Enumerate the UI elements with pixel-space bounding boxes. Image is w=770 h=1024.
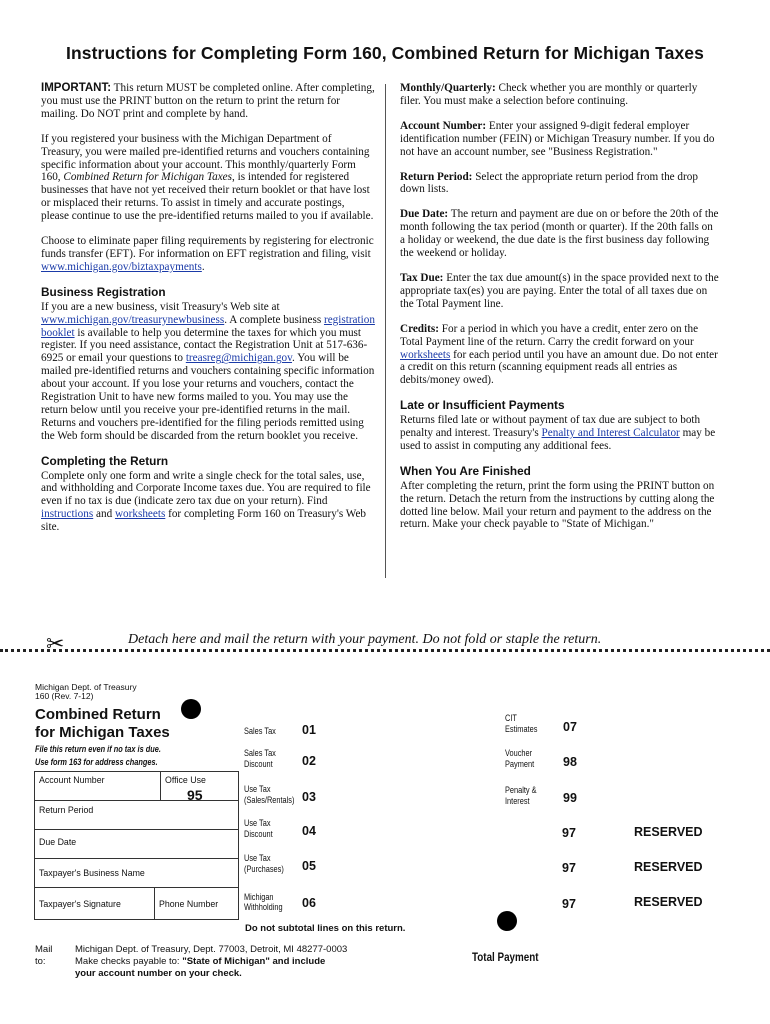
important-label: IMPORTANT:	[41, 82, 112, 94]
bizreg-text-b: . A complete business	[224, 313, 324, 326]
tax-line-use-discount[interactable]	[244, 818, 344, 844]
due-date-paragraph	[400, 208, 720, 260]
rp-text: Select the appropriate return period from the drop down lists.	[400, 170, 698, 196]
complete-text-a: Complete only one form and write a single check for the total sales, use, and withholding and Corporate Income taxes due. You are required to file even if no tax is due (indicate zero tax due on your return). Find	[41, 469, 371, 508]
penalty-calculator-link[interactable]: Penalty and Interest Calculator	[541, 427, 680, 440]
complete-text-b: and	[93, 508, 115, 521]
bizreg-text-c: is available to help you determine the taxes for which you must register. If you need assistance, contact the Registration Unit at 517-636-6925 or email your questions to	[41, 326, 368, 365]
instructions-link[interactable]: instructions	[41, 508, 94, 521]
mail-to-label: Mail to:	[35, 944, 53, 967]
late-payments-paragraph	[400, 414, 720, 453]
phone-number-field[interactable]	[154, 887, 239, 920]
reserved-line-1	[562, 825, 722, 843]
treasurynewbusiness-link[interactable]: www.michigan.gov/treasurynewbusiness	[41, 313, 225, 326]
tax-due-paragraph	[400, 272, 720, 311]
tax-line-label: CIT	[505, 713, 517, 723]
credits-worksheets-link[interactable]: worksheets	[400, 348, 451, 361]
total-payment-line[interactable]	[472, 950, 553, 964]
page-title: Instructions for Completing Form 160, Combined Return for Michigan Taxes	[66, 43, 704, 63]
reserved-label: RESERVED	[634, 825, 703, 839]
important-paragraph	[41, 82, 375, 121]
eft-text-a: Choose to eliminate paper filing requirements by registering for electronic funds transfer (EFT). For information on EFT registration and filing, visit	[41, 235, 374, 260]
tax-line-use-sales[interactable]	[244, 784, 344, 810]
tax-line-code: 02	[302, 754, 316, 768]
tax-line-code: 05	[302, 859, 316, 873]
when-finished-paragraph: After completing the return, print the form using the PRINT button on the return. Detach the return from the instructions by cutting along the dotted line below. Mail your return and payment to the address on the return. Make your check payable to "State of Michigan."	[400, 479, 715, 531]
tax-line-label: Sales Tax	[244, 748, 276, 758]
when-finished-heading: When You Are Finished	[400, 463, 531, 478]
business-registration-paragraph	[41, 301, 375, 443]
registered-business-paragraph	[41, 133, 375, 223]
tax-line-cit-estimates[interactable]	[505, 713, 605, 741]
tax-line-label: Discount	[244, 759, 273, 769]
tax-line-code: 99	[563, 791, 577, 805]
total-payment-label: Total Payment	[472, 950, 539, 964]
business-registration-heading: Business Registration	[41, 284, 166, 299]
tax-line-code: 07	[563, 720, 577, 734]
reserved-code: 97	[562, 861, 576, 875]
tax-line-label: Use Tax	[244, 818, 271, 828]
tax-text: Enter the tax due amount(s) in the space provided next to the appropriate tax(es) you are paying. Enter the total of all taxes due on the Total Payment line.	[400, 271, 719, 310]
mail-to-address: Michigan Dept. of Treasury, Dept. 77003, Detroit, MI 48277-0003	[75, 944, 348, 955]
monthly-quarterly-paragraph	[400, 82, 720, 108]
instructions-left-column	[41, 82, 375, 546]
late-text-a: Returns filed late or without payment of tax due are subject to both penalty and interest. Treasury's	[400, 414, 701, 440]
signature-field[interactable]	[34, 887, 155, 920]
form-header	[35, 683, 137, 701]
tax-line-withholding[interactable]	[244, 892, 344, 918]
mq-label: Monthly/Quarterly:	[400, 82, 496, 94]
form-title-line1: Combined Return	[35, 706, 161, 723]
biztaxpayments-link[interactable]: www.michigan.gov/biztaxpayments	[41, 260, 202, 273]
detach-instruction: Detach here and mail the return with your payment. Do not fold or staple the return.	[128, 632, 602, 647]
tax-line-sales-discount[interactable]	[244, 748, 344, 774]
tax-line-sales[interactable]	[244, 723, 344, 747]
bizreg-text-a: If you are a new business, visit Treasury's Web site at	[41, 300, 280, 313]
form-revision: 160 (Rev. 7-12)	[35, 691, 94, 701]
tax-line-code: 03	[302, 790, 316, 804]
tax-line-use-purchases[interactable]	[244, 853, 344, 879]
eft-paragraph	[41, 235, 375, 274]
cred-label: Credits:	[400, 322, 439, 335]
due-text: The return and payment are due on or before the 20th of the month following the tax period (month or quarter). If the 20th falls on a holiday or weekend, the due date is the first business day following the weekend or holiday.	[400, 208, 719, 260]
tax-line-code: 06	[302, 896, 316, 910]
payable-text-c: your account number on your check.	[75, 968, 242, 979]
tax-line-label: Payment	[505, 759, 535, 769]
reserved-code: 97	[562, 897, 576, 911]
worksheets-link[interactable]: worksheets	[114, 508, 166, 521]
cred-text-b: for each period until you have an amount due. Do not enter a credit on this return (scanning equipment reads all entries as debits/money owed).	[400, 348, 718, 387]
business-name-field[interactable]	[34, 858, 239, 888]
office-use-code: 95	[187, 787, 203, 803]
registration-booklet-link[interactable]: registration booklet	[41, 313, 375, 339]
signature-label: Taxpayer's Signature	[39, 899, 121, 909]
registration-mark	[181, 699, 201, 719]
subtotal-note: Do not subtotal lines on this return.	[245, 923, 406, 934]
scissors-icon: ✂	[46, 632, 65, 657]
tax-line-code: 98	[563, 755, 577, 769]
tax-line-label: Use Tax	[244, 853, 271, 863]
due-date-label: Due Date	[39, 837, 77, 847]
form-title-line2: for Michigan Taxes	[35, 724, 170, 741]
account-number-field[interactable]	[34, 771, 161, 801]
registration-mark	[497, 911, 517, 931]
acct-text: Enter your assigned 9-digit federal employer identification number (FEIN) or Michigan Treasury number. If you do not have an account number, see "Business Registration."	[400, 119, 715, 158]
payable-text-b: "State of Michigan" and include	[182, 956, 326, 967]
completing-return-paragraph	[41, 470, 375, 535]
completing-return-heading: Completing the Return	[41, 453, 169, 468]
account-number-paragraph	[400, 120, 720, 159]
important-text: This return MUST be completed online. After completing, you must use the PRINT button on the return to print the return for mailing. Do NOT print and complete by hand.	[41, 82, 375, 120]
cred-text-a: For a period in which you have a credit, enter zero on the Total Payment line of the return. Carry the credit forward on your	[400, 322, 699, 348]
note-no-tax: File this return even if no tax is due.	[35, 744, 161, 754]
tax-line-code: 04	[302, 824, 316, 838]
dept-name: Michigan Dept. of Treasury	[35, 682, 137, 692]
note-address: Use form 163 for address changes.	[35, 757, 158, 767]
account-number-label: Account Number	[39, 775, 105, 785]
bizreg-text-d: . You will be mailed pre-identified returns and vouchers containing specific information about your account. If you lose your returns and vouchers, contact the Registration Unit to have new forms mailed to you. You may use the return below until you receive your pre-identified returns in the mail. Returns and vouchers pre-identified for the filing periods remitted using the Web form should be discarded from the return booklet you receive.	[41, 352, 375, 442]
registered-text-b: , is intended for registered businesses that have not yet received their return booklet or that have lost or misplaced their returns. To assist in timely and accurate postings, please continue to use the pre-identified returns mailed to you if available.	[41, 171, 374, 223]
form-name-italic: Combined Return for Michigan Taxes	[63, 171, 233, 184]
due-label: Due Date:	[400, 208, 449, 221]
reserved-label: RESERVED	[634, 860, 703, 874]
form-title	[35, 706, 170, 742]
return-period-field[interactable]	[34, 800, 239, 830]
tax-line-label: Michigan	[244, 892, 274, 902]
tax-line-label: (Sales/Rentals)	[244, 795, 295, 805]
form-notes	[35, 743, 189, 769]
reserved-code: 97	[562, 826, 576, 840]
late-text-b: may be used to assist in computing any additional fees.	[400, 427, 716, 452]
tax-line-label: Withholding	[244, 902, 283, 912]
registered-text-a: If you registered your business with the Michigan Department of Treasury, you were mailed pre-identified returns and vouchers containing specific information about your account. This monthly/quarterly Form 160,	[41, 132, 370, 184]
tax-line-label: Penalty &	[505, 785, 537, 795]
tax-line-label: Discount	[244, 829, 273, 839]
tax-line-voucher-payment[interactable]	[505, 748, 605, 776]
instructions-right-column	[400, 82, 720, 543]
eft-text-b: .	[201, 260, 205, 273]
tax-line-label: Use Tax	[244, 784, 271, 794]
tax-line-label: (Purchases)	[244, 864, 284, 874]
rp-label: Return Period:	[400, 170, 473, 183]
dotted-cut-line	[0, 649, 770, 652]
mq-text: Check whether you are monthly or quarterly filer. You must make a selection before continuing.	[400, 82, 698, 107]
tax-label: Tax Due:	[400, 271, 444, 284]
tax-line-label: Estimates	[505, 724, 538, 734]
credits-paragraph	[400, 323, 720, 388]
payable-text-a: Make checks payable to:	[75, 956, 183, 967]
complete-text-c: for completing Form 160 on Treasury's Web site.	[41, 508, 367, 534]
tax-line-label: Voucher	[505, 748, 533, 758]
office-use-field	[160, 771, 239, 801]
phone-number-label: Phone Number	[159, 899, 219, 909]
business-name-label: Taxpayer's Business Name	[39, 868, 145, 878]
late-payments-heading: Late or Insufficient Payments	[400, 398, 565, 413]
treasreg-email-link[interactable]: treasreg@michigan.gov	[185, 352, 293, 365]
tax-line-label: Interest	[505, 796, 530, 806]
tax-line-label: Sales Tax	[244, 726, 276, 736]
reserved-label: RESERVED	[634, 895, 703, 909]
acct-label: Account Number:	[400, 119, 487, 132]
due-date-field[interactable]	[34, 829, 239, 859]
return-period-label: Return Period	[39, 805, 94, 815]
return-period-paragraph	[400, 171, 720, 197]
tax-line-code: 01	[302, 723, 316, 737]
office-use-label: Office Use	[165, 775, 206, 785]
column-divider	[385, 84, 386, 578]
reserved-line-2	[562, 860, 722, 878]
reserved-line-3	[562, 895, 722, 913]
tax-line-penalty-interest[interactable]	[505, 785, 605, 813]
